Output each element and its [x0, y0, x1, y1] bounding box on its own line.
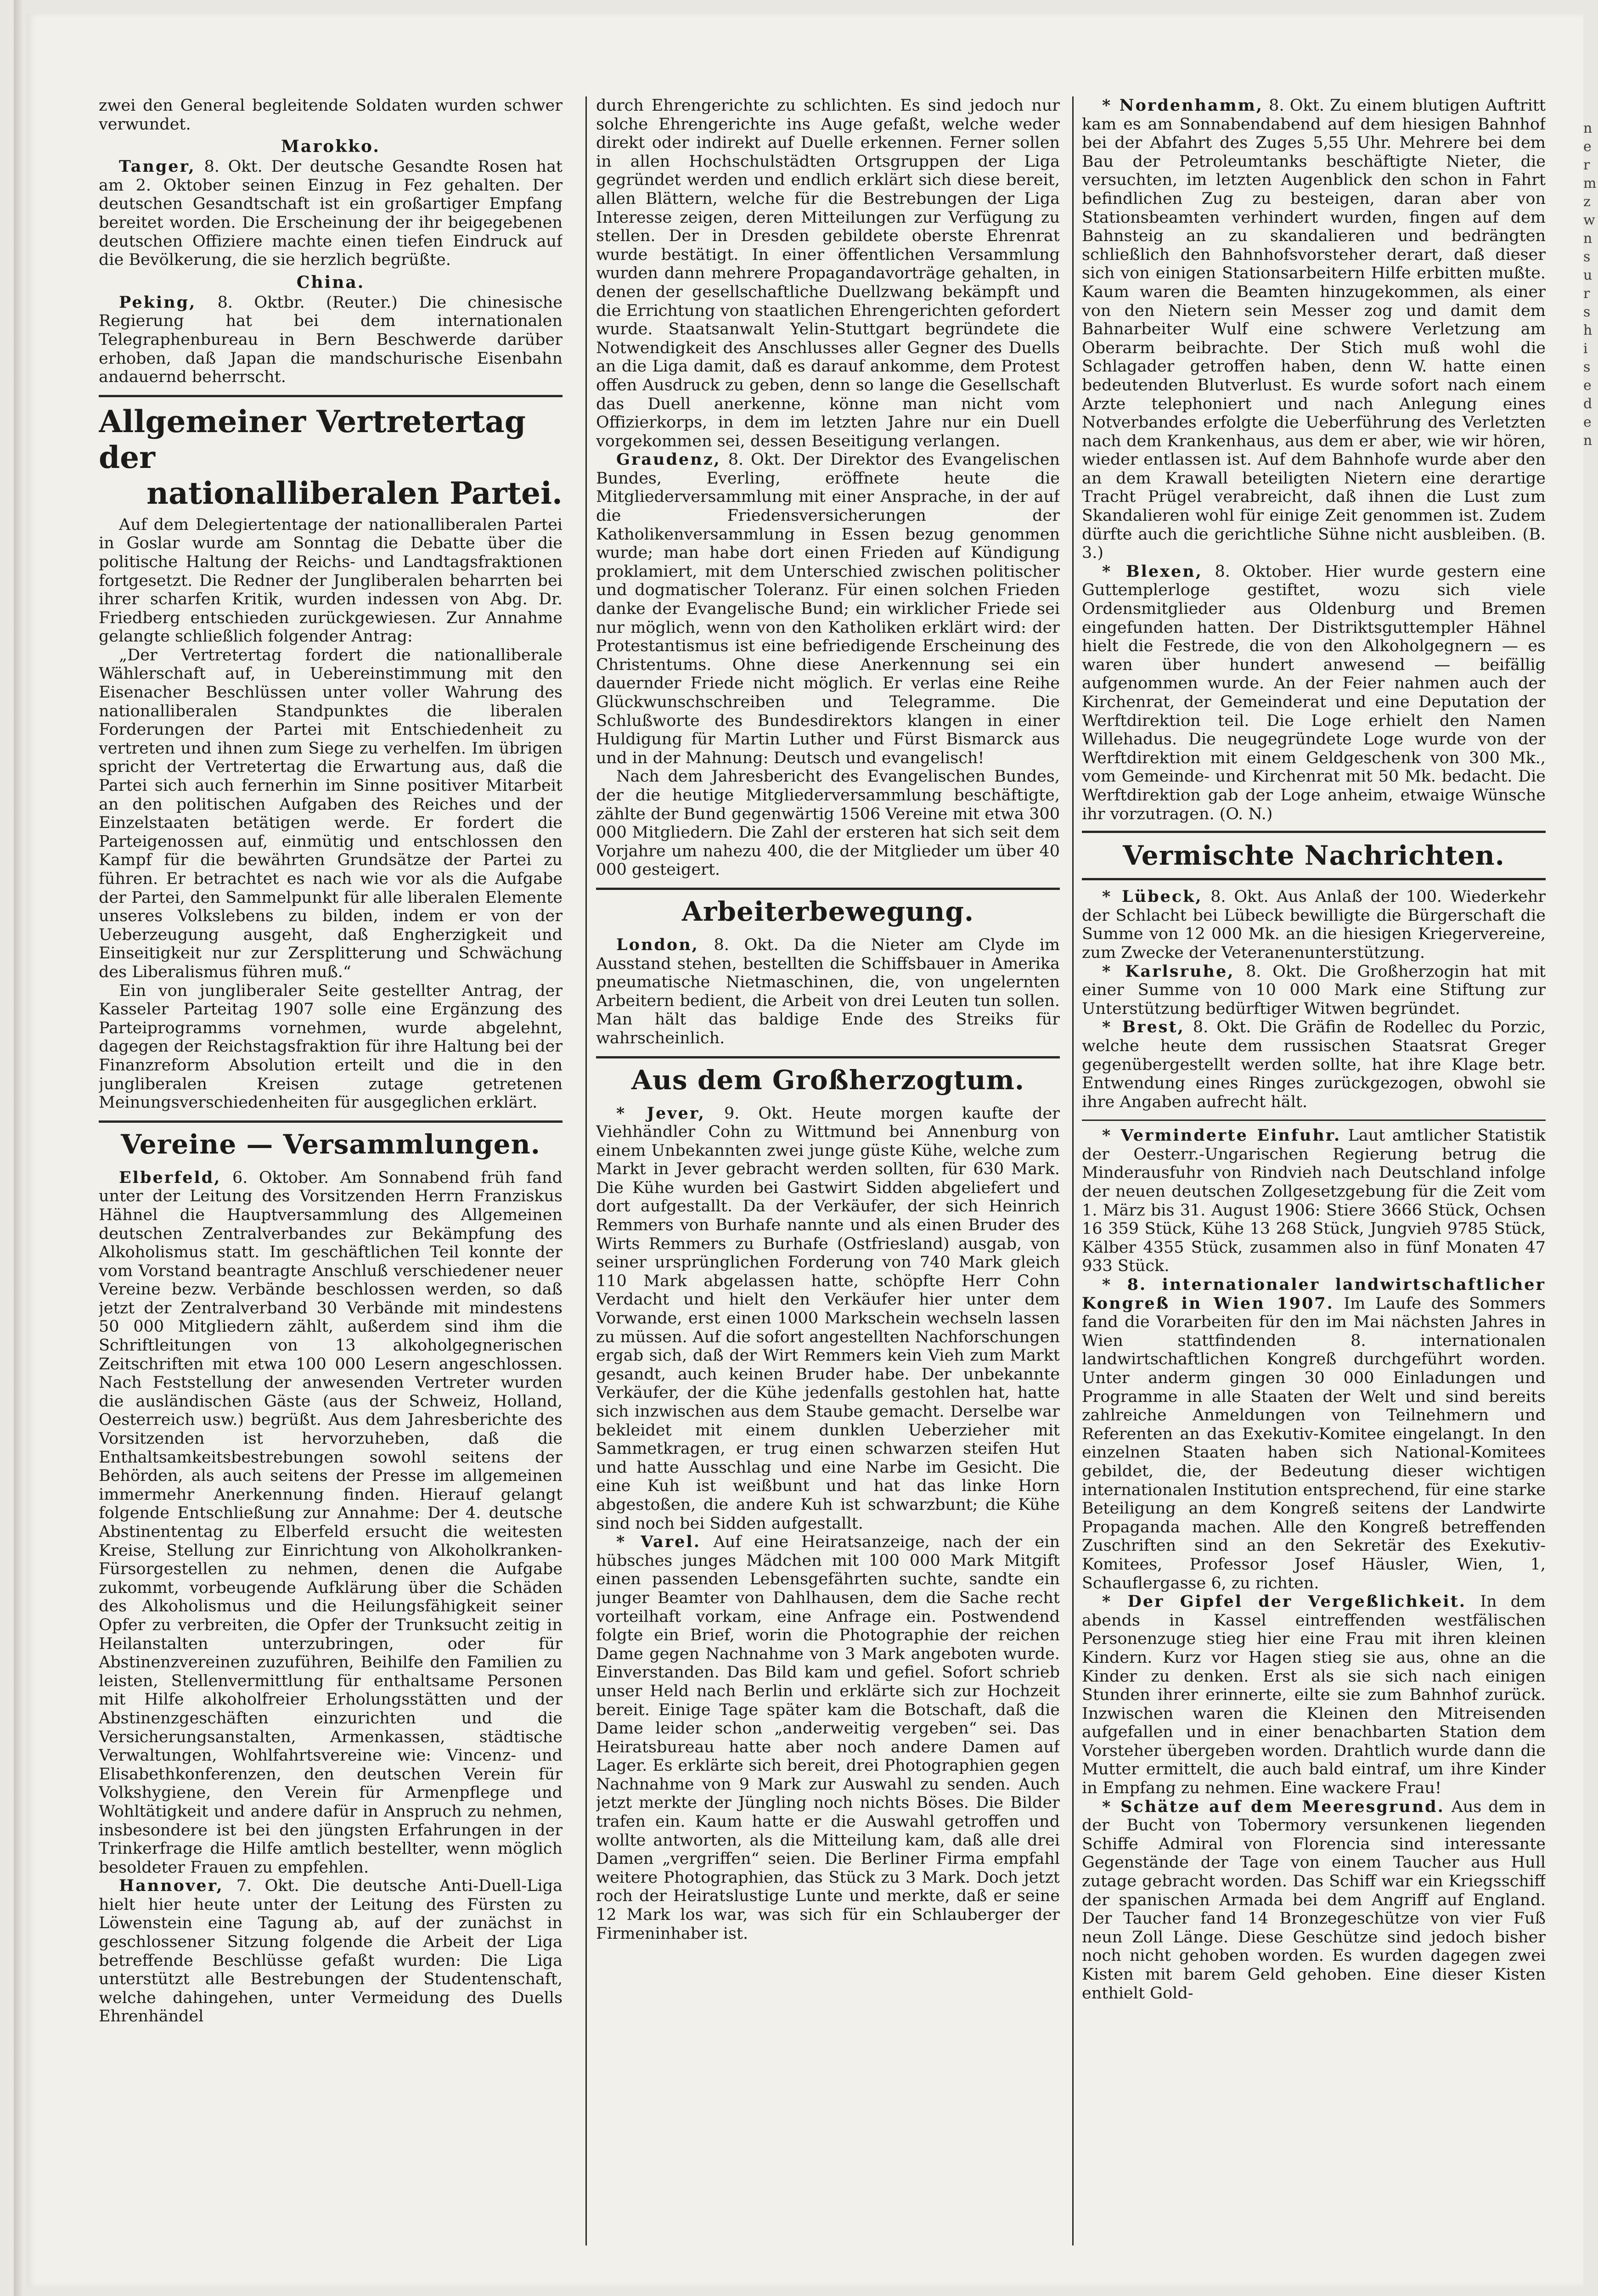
column-3 — [1082, 96, 1546, 2003]
article-continuation: durch Ehrengerichte zu schlichten. Es sind jedoch nur solche Ehrengerichte ins Auge gefaßt, welche weder direkt oder indirekt auf Duelle erkennen. Ferner sollen in allen Hochschulstädten Ortsgruppen der Liga gegründet werden und endlich erklärt sich diese bereit, allen Blättern, welche für die Bestrebungen der Liga Interesse zeigen, deren Mitteilungen zur Verfügung zu stellen. Der in Dresden gebildete oberste Ehrenrat wurde bestätigt. In einer öffentlichen Versammlung wurden dann mehrere Propagandavorträge gehalten, in denen der gesellschaftliche Duellzwang bekämpft und die Errichtung von staatlichen Ehrengerichten gefordert wurde. Staatsanwalt Yelin-Stuttgart begründete die Notwendigkeit des Anschlusses aller Gegner des Duells an die Liga damit, daß es darauf ankomme, dem Protest offen Ausdruck zu geben, denn so lange die Gesellschaft das Duell anerkenne, könne man nicht vom Offizierkorps, in dem im letzten Jahre nur ein Duell vorgekommen sei, dessen Beseitigung verlangen. — [596, 96, 1060, 450]
strip-char: w — [1583, 212, 1595, 228]
headline-frame — [1082, 831, 1546, 880]
news-text: 8. Oktober. Hier wurde gestern eine Guttemplerloge gestiftet, wozu sich viele Ordensmitglieder aus Oldenburg und Bremen eingefunden hatten. Der Distriktsguttempler Hähnel hielt die Festrede, die von den Alkoholgegnern — es waren über hundert anwesend — beifällig aufgenommen wurde. An der Feier nahmen auch der Kirchenrat, der Gemeinderat und eine Deputation der Werftdirektion teil. Die Loge erhielt den Namen Willehadus. Die neugegründete Loge wurde von der Werftdirektion mit einem Geldgeschenk von 300 Mk., vom Gemeinde- und Kirchenrat mit 50 Mk. bedacht. Die Werftdirektion gab der Loge anheim, etwaige Wünsche ihr vorzutragen. (O. N.) — [1082, 562, 1546, 823]
news-item — [1082, 1798, 1546, 2003]
news-item — [1082, 1593, 1546, 1798]
news-item — [99, 1169, 563, 1877]
news-text: In dem abends in Kassel eintreffenden westfälischen Personenzuge stieg hier eine Frau mit ihren kleinen Kindern. Kurz vor Hagen stieg sie aus, ohne an die Kinder zu denken. Erst als sie sich nach einigen Stunden ihrer erinnerte, eilte sie zum Bahnhof zurück. Inzwischen waren die Kleinen den Mitreisenden aufgefallen und in einer benachbarten Station dem Vorsteher übergeben worden. Drahtlich wurde dann die Mutter ermittelt, die auch bald eintraf, um ihre Kinder in Empfang zu nehmen. Eine wackere Frau! — [1082, 1593, 1546, 1798]
news-text: 8. Okt. Die Großherzogin hat mit einer Summe von 10 000 Mark eine Stiftung zur Unterstützung bedürftiger Witwen begründet. — [1082, 962, 1546, 1018]
divider — [99, 395, 563, 397]
news-item — [1082, 1276, 1546, 1593]
headline-line: nationalliberalen Partei. — [146, 475, 563, 511]
dateline: * Karlsruhe, — [1102, 962, 1235, 981]
dateline: * Blexen, — [1102, 562, 1203, 581]
divider — [1082, 1120, 1546, 1121]
divider — [596, 888, 1060, 890]
strip-char: u — [1583, 267, 1592, 283]
section-heading-china: China. — [296, 272, 365, 292]
headline-line: Allgemeiner Vertretertag der — [99, 403, 526, 475]
news-item — [1082, 563, 1546, 823]
news-item — [99, 158, 563, 270]
dateline: Graudenz, — [616, 450, 721, 469]
adjacent-page-edge — [1583, 119, 1598, 2278]
news-text: 8. Okt. Zu einem blutigen Auftritt kam es am Sonnabendabend auf dem hiesigen Bahnhof bei der Abfahrt des Zuges 5,55 Uhr. Mehrere bei dem Bau der Petroleumtanks beschäftigte Nieter, die versuchten, im letzten Augenblick den schon in Fahrt befindlichen Zug zu besteigen, daran aber von Stationsbeamten verhindert wurden, fingen auf dem Bahnsteig an zu skandalieren und bedrängten schließlich den Bahnhofsvorsteher derart, daß dieser sich von einigen Stationsarbeitern Hilfe erbitten mußte. Kaum waren die Beamten hinzugekommen, als einer von den Nietern sein Messer zog und damit dem Bahnarbeiter Wulf eine schwere Verletzung am Oberarm beibrachte. Der Stich muß wohl die Schlagader getroffen haben, denn W. hatte einen bedeutenden Blutverlust. Es wurde sofort nach einem Arzte telephoniert und nach Anlegung eines Notverbandes erfolgte die Ueberführung des Verletzten nach dem Krankenhaus, aus dem er aber, wie wir hören, wieder entlassen ist. Auf dem Bahnhofe wurde aber den an dem Krawall beteiligten Nietern eine derartige Tracht Prügel verabreicht, daß ihnen die Lust zum Skandalieren wohl für einige Zeit genommen ist. Zudem dürfte auch die gerichtliche Sühne nicht ausbleiben. (B. 3.) — [1082, 96, 1546, 563]
strip-char: e — [1583, 139, 1592, 155]
news-text: Laut amtlicher Statistik der Oesterr.-Ungarischen Regierung betrug die Minderausfuhr von Rindvieh nach Deutschland infolge der neuen deutschen Zollgesetzgebung für die Zeit vom 1. März bis 31. August 1906: Stiere 3666 Stück, Ochsen 16 359 Stück, Kühe 13 268 Stück, Jungvieh 9785 Stück, Kälber 4355 Stück, zusammen also in fünf Monaten 47 933 Stück. — [1082, 1126, 1546, 1276]
strip-char: n — [1583, 231, 1592, 247]
dateline: Peking, — [119, 293, 197, 312]
page-binding-edge — [14, 0, 24, 2296]
strip-char: i — [1583, 341, 1588, 357]
news-item — [1082, 1018, 1546, 1111]
strip-char: e — [1583, 377, 1592, 394]
strip-char: r — [1583, 157, 1590, 173]
strip-char: e — [1583, 414, 1592, 430]
news-text: 8. Oktbr. (Reuter.) Die chinesische Regierung hat bei dem internationalen Telegraphenbureau in Bern Beschwerde darüber erhoben, daß Japan die mandschurische Eisenbahn andauernd beherrscht. — [99, 293, 563, 387]
strip-char: s — [1583, 359, 1591, 375]
article-fragment: zwei den General begleitende Soldaten wurden schwer verwundet. — [99, 96, 563, 134]
news-text: 8. Okt. Der deutsche Gesandte Rosen hat am 2. Oktober seinen Einzug in Fez gehalten. Der deutschen Gesandtschaft ist ein großartiger Empfang bereitet worden. Die Erscheinung der ihr beigegebenen deutschen Offiziere machte einen tiefen Eindruck auf die Bevölkerung, die sie herzlich begrüßte. — [99, 158, 563, 270]
section-heading-vereine: Vereine — Versammlungen. — [121, 1128, 540, 1160]
news-item — [1082, 962, 1546, 1019]
dateline: Elberfeld, — [119, 1168, 221, 1187]
strip-char: n — [1583, 120, 1592, 136]
column-2 — [596, 96, 1060, 1943]
news-text: 6. Oktober. Am Sonnabend früh fand unter der Leitung des Vorsitzenden Herrn Franziskus Hähnel die Hauptversammlung des Allgemeinen deutschen Zentralverbandes zur Bekämpfung des Alkoholismus statt. Im geschäftlichen Teil konnte der vom Vorstand beantragte Anschluß verschiedener neuer Vereine bezw. Verbände beschlossen werden, so daß jetzt der Zentralverband 30 Verbände mit mindestens 50 000 Mitgliedern zählt, außerdem sind ihm die Schriftleitungen von 13 alkoholgegnerischen Zeitschriften mit etwa 100 000 Lesern angeschlossen. Nach Feststellung der anwesenden Vertreter wurden die ausländischen Gäste (aus der Schweiz, Holland, Oesterreich usw.) begrüßt. Aus dem Jahresberichte des Vorsitzenden ist hervorzuheben, daß die Enthaltsamkeitsbestrebungen sowohl seitens der Behörden, als auch seitens der Presse im allgemeinen immermehr Anerkennung finden. Hierauf gelangt folgende Entschließung zur Annahme: Der 4. deutsche Abstinententag zu Elberfeld ersucht die weitesten Kreise, Stellung zur Einrichtung von Alkoholkranken-Fürsorgestellen zu nehmen, denen die Aufgabe zukommt, vorbeugende Aufklärung über die Schäden des Alkoholismus und die Heilungsfähigkeit seiner Opfer zu verbreiten, die Opfer der Trunksucht zeitig in Heilanstalten unterzubringen, oder für Abstinenzvereinen zuzuführen, Beihilfe den Familien zu leisten, Stellenvermittlung für enthaltsame Personen mit Hilfe alkoholfreier Erholungsstätten und der Abstinenzgeschäften einzurichten und die Versicherungsanstalten, Armenkassen, städtische Verwaltungen, Wohlfahrtsvereine wie: Vincenz- und Elisabethkonferenzen, den deutschen Verein für Volkshygiene, den Verein für Armenpflege und Wohltätigkeit und andere dafür in Anspruch zu nehmen, insbesondere ist bei den jüngsten Erfahrungen in der Trinkerfrage die Hilfe amtlich bestellter, wenn möglich besoldeter Frauen zu empfehlen. — [99, 1168, 563, 1877]
paragraph: Auf dem Delegiertentage der nationalliberalen Partei in Goslar wurde am Sonntag die Debatte über die politische Haltung der Reichs- und Landtagsfraktionen fortgesetzt. Die Redner der Jungliberalen beharrten bei ihrer scharfen Kritik, wurden indessen von Abg. Dr. Friedberg entschieden zurückgewiesen. Zur Annahme gelangte schließlich folgender Antrag: — [99, 515, 563, 646]
paragraph: Nach dem Jahresbericht des Evangelischen Bundes, der die heutige Mitgliederversammlung beschäftigte, zählte der Bund gegenwärtig 1506 Vereine mit etwa 300 000 Mitgliedern. Die Zahl der ersteren hat sich seit dem Vorjahre um nahezu 400, die der Mitglieder um über 40 000 gesteigert. — [596, 767, 1060, 879]
dateline: * Lübeck, — [1102, 887, 1203, 906]
news-text: 8. Okt. Da die Nieter am Clyde im Ausstand stehen, bestellten die Schiffsbauer in Amerika pneumatische Nietmaschinen, die, von ungelernten Arbeitern bedient, die Arbeit von drei Leuten tun sollen. Man hält das baldige Ende des Streiks für wahrscheinlich. — [596, 935, 1060, 1047]
news-item — [596, 1104, 1060, 1533]
news-item — [1082, 1126, 1546, 1276]
dateline: * Nordenhamm, — [1102, 96, 1263, 115]
item-title: * 8. internationaler landwirtschaftlicher Kongreß in Wien 1907. — [1082, 1275, 1546, 1313]
strip-char: h — [1583, 322, 1592, 338]
news-text: 7. Okt. Die deutsche Anti-Duell-Liga hielt hier heute unter der Leitung des Fürsten zu Löwenstein eine Tagung ab, auf der zunächst in geschlossener Sitzung folgende die Arbeit der Liga betreffende Beschlüsse gefaßt wurden: Die Liga unterstützt alle Bestrebungen der Studentenschaft, welche dahingehen, unter Vermeidung des Duells Ehrenhändel — [99, 1877, 563, 2026]
divider — [99, 1120, 563, 1123]
news-item — [596, 936, 1060, 1048]
dateline: Tanger, — [119, 157, 196, 176]
section-heading-grossherzogtum: Aus dem Großherzogtum. — [631, 1064, 1025, 1096]
news-text: 9. Okt. Heute morgen kaufte der Viehhändler Cohn zu Wittmund bei Annenburg von einem Unbekannten zwei junge güste Kühe, welche zum Markt in Jever gebracht werden sollten, für 630 Mark. Die Kühe wurden bei Gastwirt Sidden abgeliefert und dort aufgestallt. Da der Verkäufer, der sich Heinrich Remmers von Burhafe nannte und als einen Bruder des Wirts Remmers zu Burhafe (Ostfriesland) ausgab, von seiner ursprünglichen Forderung von 740 Mark gleich 110 Mark abgelassen hatte, schöpfte Herr Cohn Verdacht und hielt den Verkäufer hier unter dem Vorwande, erst einen 1000 Markschein wechseln lassen zu müssen. Auf die sofort angestellten Nachforschungen ergab sich, daß der Wirt Remmers kein Vieh zum Markt gesandt, auch keinen Bruder habe. Der unbekannte Verkäufer, der die Kühe jedenfalls gestohlen hat, hatte sich inzwischen aus dem Staube gemacht. Derselbe war bekleidet mit einem dunklen Ueberzieher mit Sammetkragen, er trug einen schwarzen steifen Hut und hatte Ausschlag und eine Narbe im Gesicht. Die eine Kuh ist weißbunt und hat das linke Horn abgestoßen, die andere Kuh ist schwarzbunt; die Kühe sind noch bei Sidden aufgestallt. — [596, 1104, 1060, 1533]
item-title: * Schätze auf dem Meeresgrund. — [1102, 1797, 1445, 1816]
news-item — [596, 1533, 1060, 1943]
item-title: * Verminderte Einfuhr. — [1102, 1126, 1341, 1145]
news-item — [99, 293, 563, 387]
strip-char: n — [1583, 433, 1592, 449]
section-heading-arbeiterbewegung: Arbeiterbewegung. — [681, 895, 974, 927]
dateline: * Brest, — [1102, 1018, 1185, 1037]
headline-nationalliberal — [99, 404, 563, 511]
news-text: Auf eine Heiratsanzeige, nach der ein hübsches junges Mädchen mit 100 000 Mark Mitgift einen passenden Lebensgefährten suchte, sandte ein junger Beamter von Dahlhausen, dem die Sache recht vorteilhaft vorkam, eine Anfrage ein. Postwendend folgte ein Brief, worin die Photographie der reichen Dame gegen Nachnahme von 3 Mark angeboten wurde. Einverstanden. Das Bild kam und gefiel. Sofort schrieb unser Held nach Berlin und erklärte sich zur Hochzeit bereit. Einige Tage später kam die Botschaft, daß die Dame leider schon „anderweitig vergeben“ sei. Das Heiratsbureau hatte aber noch andere Damen auf Lager. Es erklärte sich bereit, drei Photographien gegen Nachnahme von 9 Mark zur Auswahl zu senden. Auch jetzt merkte der Jüngling noch nichts Böses. Die Bilder trafen ein. Kaum hatte er die Auswahl getroffen und wollte antworten, als die Mitteilung kam, daß alle drei Damen „vergriffen“ seien. Die Berliner Firma empfahl weitere Photographien, das Stück zu 3 Mark. Doch jetzt roch der Heiratslustige Lunte und merkte, daß er seine 12 Mark los war, was sich für ein Schlauberger der Firmeninhaber ist. — [596, 1533, 1060, 1943]
dateline: * Jever, — [616, 1103, 705, 1123]
news-text: 8. Okt. Aus Anlaß der 100. Wiederkehr der Schlacht bei Lübeck bewilligte die Bürgerschaft die Summe von 12 000 Mk. an die hiesigen Kriegervereine, zum Zwecke der Veteranenunterstützung. — [1082, 888, 1546, 962]
dateline: London, — [616, 935, 699, 954]
news-item — [1082, 888, 1546, 962]
strip-char: d — [1583, 396, 1592, 412]
strip-char: r — [1583, 286, 1590, 302]
column-rule — [1072, 96, 1074, 2245]
news-item — [99, 1877, 563, 2026]
divider — [596, 1056, 1060, 1058]
column-1 — [99, 96, 563, 2026]
news-text: Aus dem in der Bucht von Tobermory versunkenen liegenden Schiffe Admiral von Florencia sind interessante Gegenstände der Tage von einem Taucher aus Hull zutage gebracht worden. Das Schiff war ein Kriegsschiff der spanischen Armada bei dem Angriff auf England. Der Taucher fand 14 Bronzegeschütze von vier Fuß neun Zoll Länge. Diese Geschütze sind jedoch bisher noch nicht gehoben worden. Es wurden dagegen zwei Kisten mit barem Geld gehoben. Eine dieser Kisten enthielt Gold- — [1082, 1797, 1546, 2003]
dateline: * Varel. — [616, 1532, 701, 1552]
quoted-resolution: „Der Vertretertag fordert die nationalliberale Wählerschaft auf, in Uebereinstimmung mit den Eisenacher Beschlüssen unter voller Wahrung des nationalliberalen Standpunktes die liberalen Forderungen der Partei mit Entschiedenheit zu vertreten und ihnen zum Siege zu verhelfen. Im übrigen spricht der Vertretertag die Erwartung aus, daß die Partei sich auch fernerhin im Sinne positiver Mitarbeit an den politischen Aufgaben des Reiches und der Einzelstaaten betätigen werde. Er fordert die Parteigenossen auf, einmütig und entschlossen den Kampf für die bewährten Grundsätze der Partei zu führen. Er betrachtet es nach wie vor als die Aufgabe der Partei, den Sammelpunkt für alle liberalen Elemente unseres Volkslebens zu bilden, indem er von der Ueberzeugung ausgeht, daß Engherzigkeit und Einseitigkeit nur zur Zersplitterung und Schwächung des Liberalismus führen muß.“ — [99, 646, 563, 981]
news-text: 8. Okt. Die Gräfin de Rodellec du Porzic, welche heute dem russischen Staatsrat Greger gegenübergestellt werden sollte, hat ihre Klage betr. Entwendung eines Ringes zurückgezogen, obwohl sie ihre Angaben aufrecht hält. — [1082, 1018, 1546, 1111]
news-item — [1082, 96, 1546, 563]
item-title: * Der Gipfel der Vergeßlichkeit. — [1102, 1592, 1467, 1611]
column-rule — [585, 96, 587, 2245]
dateline: Hannover, — [119, 1876, 224, 1896]
news-text: 8. Okt. Der Direktor des Evangelischen Bundes, Everling, eröffnete heute die Mitgliederversammlung mit einer Ansprache, in der auf die Friedensversicherungen der Katholikenversammlung in Essen bezug genommen wurde; man habe dort einen Frieden auf Kündigung proklamiert, mit dem Unterschied zwischen politischer und dogmatischer Toleranz. Für einen solchen Frieden danke der Evangelische Bund; ein wirklicher Friede sei nur möglich, wenn von den Katholiken erklärt wird: der Protestantismus ist eine befriedigende Erscheinung des Christentums. Ohne diese Anerkennung sei ein dauernder Friede nicht möglich. Er verlas eine Reihe Glückwunschschreiben und Telegramme. Die Schlußworte des Bundesdirektors klangen in einer Huldigung für Martin Luther und Fürst Bismarck aus und in der Mahnung: Deutsch und evangelisch! — [596, 450, 1060, 767]
paragraph: Ein von jungliberaler Seite gestellter Antrag, der Kasseler Parteitag 1907 solle eine Ergänzung des Parteiprogramms vornehmen, wurde abgelehnt, dagegen der Reichstagsfraktion für ihre Haltung bei der Finanzreform Absolution erteilt und die in den jungliberalen Kreisen zutage getretenen Meinungsverschiedenheiten für ausgeglichen erklärt. — [99, 981, 563, 1112]
section-heading-morocco: Marokko. — [281, 137, 380, 157]
strip-char: m — [1583, 175, 1597, 191]
news-text: Im Laufe des Sommers fand die Vorarbeiten für den im Mai nächsten Jahres in Wien stattfindenden 8. internationalen landwirtschaftlichen Kongreß durchgeführt worden. Unter anderm gingen 30 000 Einladungen und Programme in alle Staaten der Welt und sind bereits zahlreiche Anmeldungen von Teilnehmern und Referenten an das Exekutiv-Komitee eingelangt. In den einzelnen Staaten haben sich National-Komitees gebildet, die, der Bedeutung dieser wichtigen internationalen Institution entsprechend, für eine starke Beteiligung an dem Kongreß seitens der Landwirte Propaganda machen. Alle den Kongreß betreffenden Zuschriften sind an den Sekretär des Exekutiv-Komitees, Professor Josef Häusler, Wien, 1, Schauflergasse 6, zu richten. — [1082, 1294, 1546, 1593]
section-heading-vermischte: Vermischte Nachrichten. — [1123, 840, 1505, 872]
strip-char: s — [1583, 249, 1591, 265]
news-item — [596, 450, 1060, 767]
strip-char: z — [1583, 194, 1591, 210]
strip-char: s — [1583, 304, 1591, 320]
